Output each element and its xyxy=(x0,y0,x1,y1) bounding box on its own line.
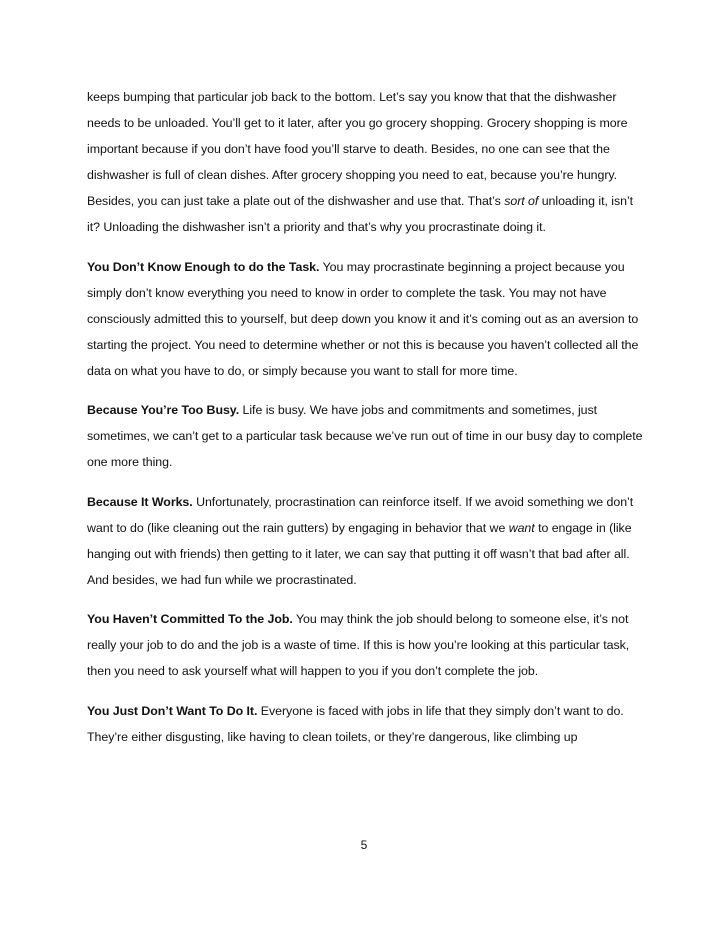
paragraph-text: Everyone is faced with jobs in life that they simply don’t want to do. They’re either disgusting, like having to clean toilets, or they’re dangerous, like climbing up xyxy=(87,703,624,744)
paragraph-text: keeps bumping that particular job back to the bottom. Let’s say you know that that the dishwasher needs to be unloaded. You’ll get to it later, after you go grocery shopping. Grocery shopping is more important because if you don’t have food you’ll starve to death. Besides, no one can see that the dishwasher is full of clean dishes. After grocery shopping you need to eat, because you’re hungry. Besides, you can just take a plate out of the dishwasher and use that. That’s xyxy=(87,90,628,208)
paragraph-heading: You Don’t Know Enough to do the Task. xyxy=(87,259,320,274)
paragraph-heading: You Just Don’t Want To Do It. xyxy=(87,703,258,718)
emphasis-text: sort of xyxy=(504,194,539,208)
paragraph-dont-want-to xyxy=(87,698,644,750)
paragraph-text: You may procrastinate beginning a project because you simply don’t know everything you need to know in order to complete the task. You may not have consciously admitted this to yourself, but deep down you know it and it’s coming out as an aversion to starting the project. You need to determine whether or not this is because you haven’t collected all the data on what you have to do, or simply because you want to stall for more time. xyxy=(87,259,639,378)
paragraph-heading: Because You’re Too Busy. xyxy=(87,403,240,417)
paragraph-text: You may think the job should belong to someone else, it’s not really your job to do and the job is a waste of time. If this is how you’re looking at this particular task, then you need to ask yourself what will happen to you if you don’t complete the job. xyxy=(87,612,630,678)
paragraph-too-busy xyxy=(87,397,644,475)
paragraph-text: Unfortunately, procrastination can reinforce itself. If we avoid something we don’t want to do (like cleaning out the rain gutters) by engaging in behavior that we xyxy=(87,494,634,535)
paragraph-dishwasher xyxy=(87,84,644,240)
paragraph-text: unloading it, isn’t it? Unloading the dishwasher isn’t a priority and that’s why you procrastinate doing it. xyxy=(87,194,634,234)
paragraph-text: to engage in (like hanging out with friends) then getting to it later, we can say that putting it off wasn’t that bad after all. And besides, we had fun while we procrastinated. xyxy=(87,520,632,587)
paragraph-not-committed xyxy=(87,606,644,684)
paragraph-heading: Because It Works. xyxy=(87,494,193,509)
emphasis-text: want xyxy=(508,520,535,535)
page-number: 5 xyxy=(360,838,368,852)
paragraph-dont-know-enough xyxy=(87,254,644,384)
body-text xyxy=(87,84,644,763)
paragraph-text: Life is busy. We have jobs and commitments and sometimes, just sometimes, we can’t get to a particular task because we’ve run out of time in our busy day to complete one more thing. xyxy=(87,403,643,469)
paragraph-it-works xyxy=(87,489,644,593)
paragraph-heading: You Haven’t Committed To the Job. xyxy=(87,612,293,626)
